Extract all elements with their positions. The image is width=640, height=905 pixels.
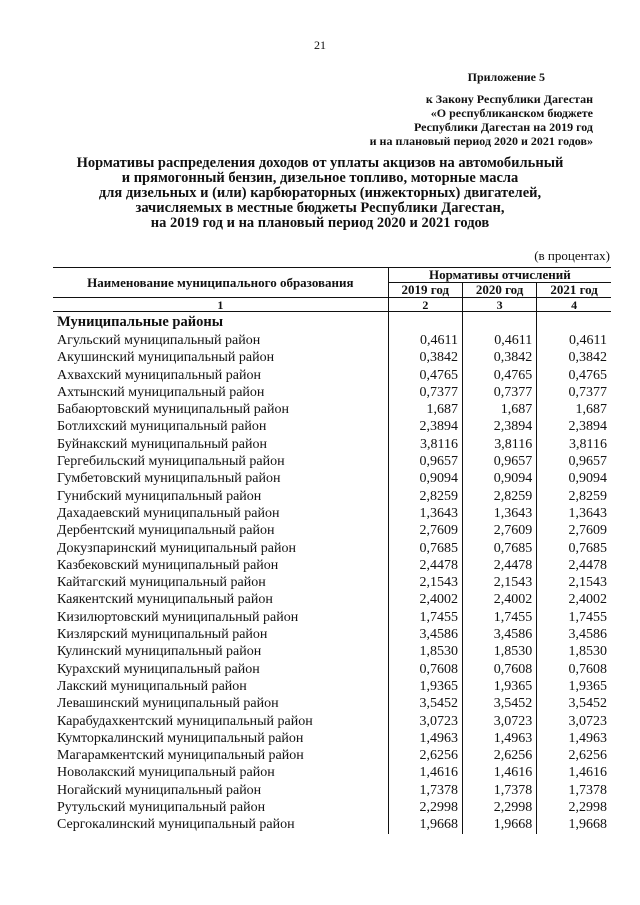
table-row (53, 401, 611, 418)
column-header-group: Нормативы отчислений (388, 268, 611, 283)
district-name: Кайтагский муниципальный район (57, 575, 266, 591)
document-title (30, 156, 610, 231)
title-line: для дизельных и (или) карбюраторных (инжекторных) двигателей, (98, 185, 542, 201)
district-name: Кумторкалинский муниципальный район (57, 730, 304, 746)
value-2020: 1,7378 (462, 782, 536, 799)
column-header-name: Наименование муниципального образования (53, 268, 388, 298)
table-row (53, 470, 611, 487)
value-2021: 3,5452 (537, 695, 611, 712)
table-row (53, 522, 611, 539)
value-2019: 1,9365 (388, 678, 462, 695)
district-name: Лакский муниципальный район (57, 678, 247, 694)
value-2021: 2,4002 (537, 591, 611, 608)
value-2019: 2,2998 (388, 799, 462, 816)
table-row (53, 643, 611, 660)
value-2021: 1,687 (537, 401, 611, 418)
appendix-line: к Закону Республики Дагестан (425, 92, 593, 106)
value-2020: 1,9668 (462, 816, 536, 833)
value-2020: 0,7685 (462, 540, 536, 557)
district-name: Каякентский муниципальный район (57, 592, 273, 608)
district-name: Гумбетовский муниципальный район (57, 471, 281, 487)
value-2021: 0,7608 (537, 661, 611, 678)
value-2020: 0,4611 (462, 332, 536, 349)
value-2021: 1,3643 (537, 505, 611, 522)
value-2021: 1,4616 (537, 764, 611, 781)
column-numbers-row (53, 298, 611, 312)
value-2021: 3,4586 (537, 626, 611, 643)
table-row (53, 626, 611, 643)
district-name: Агульский муниципальный район (57, 333, 261, 348)
value-2019: 0,7377 (388, 384, 462, 401)
section-row (53, 312, 611, 333)
value-2020: 2,1543 (462, 574, 536, 591)
value-2020: 0,7377 (462, 384, 536, 401)
table-row (53, 574, 611, 591)
district-name: Магарамкентский муниципальный район (57, 748, 304, 764)
value-2020: 0,9657 (462, 453, 536, 470)
value-2019: 1,7378 (388, 782, 462, 799)
value-2020: 2,6256 (462, 747, 536, 764)
column-number: 2 (388, 298, 462, 312)
column-number: 1 (53, 298, 388, 312)
table-row (53, 661, 611, 678)
district-name: Ахвахский муниципальный район (57, 367, 261, 383)
norms-table (53, 267, 611, 834)
value-2019: 0,4765 (388, 367, 462, 384)
section-spacer (537, 312, 611, 333)
table-row (53, 349, 611, 366)
district-name: Кизилюртовский муниципальный район (57, 609, 299, 625)
section-spacer (388, 312, 462, 333)
value-2020: 0,9094 (462, 470, 536, 487)
district-name: Казбековский муниципальный район (57, 557, 279, 573)
appendix-header (370, 70, 593, 148)
value-2020: 1,9365 (462, 678, 536, 695)
value-2019: 1,8530 (388, 643, 462, 660)
value-2019: 1,4616 (388, 764, 462, 781)
value-2020: 1,3643 (462, 505, 536, 522)
value-2020: 2,7609 (462, 522, 536, 539)
value-2020: 1,4616 (462, 764, 536, 781)
value-2020: 2,8259 (462, 488, 536, 505)
value-2019: 1,4963 (388, 730, 462, 747)
district-name: Гергебильский муниципальный район (57, 454, 285, 470)
district-name: Докузпаринский муниципальный район (57, 540, 296, 556)
value-2021: 0,3842 (537, 349, 611, 366)
value-2021: 1,8530 (537, 643, 611, 660)
section-spacer (462, 312, 536, 333)
district-name: Курахский муниципальный район (57, 661, 260, 677)
value-2019: 1,9668 (388, 816, 462, 833)
appendix-line: Республики Дагестан на 2019 год (414, 120, 593, 134)
page-number: 21 (314, 38, 326, 52)
table-row (53, 799, 611, 816)
value-2020: 1,687 (462, 401, 536, 418)
value-2021: 0,4765 (537, 367, 611, 384)
value-2019: 0,9094 (388, 470, 462, 487)
title-line: зачисляемых в местные бюджеты Республики Дагестан, (135, 200, 505, 216)
section-title: Муниципальные районы (57, 314, 224, 330)
value-2021: 1,7455 (537, 609, 611, 626)
value-2020: 3,4586 (462, 626, 536, 643)
appendix-line: и на плановый период 2020 и 2021 годов» (369, 134, 593, 148)
table-row (53, 557, 611, 574)
table-row (53, 609, 611, 626)
table-body (53, 312, 611, 834)
district-name: Ногайский муниципальный район (57, 782, 262, 798)
value-2019: 3,0723 (388, 713, 462, 730)
table-row (53, 436, 611, 453)
value-2019: 2,1543 (388, 574, 462, 591)
column-number: 4 (537, 298, 611, 312)
value-2019: 0,7685 (388, 540, 462, 557)
value-2020: 0,3842 (462, 349, 536, 366)
value-2021: 1,4963 (537, 730, 611, 747)
value-2019: 3,5452 (388, 695, 462, 712)
district-name: Кизлярский муниципальный район (57, 627, 268, 643)
appendix-title: Приложение 5 (467, 70, 545, 84)
title-line: Нормативы распределения доходов от уплаты акцизов на автомобильный (76, 155, 564, 171)
district-name: Кулинский муниципальный район (57, 644, 262, 660)
value-2019: 2,3894 (388, 418, 462, 435)
value-2021: 1,9668 (537, 816, 611, 833)
value-2020: 1,4963 (462, 730, 536, 747)
district-name: Рутульский муниципальный район (57, 800, 266, 816)
value-2020: 0,7608 (462, 661, 536, 678)
district-name: Дербентский муниципальный район (57, 523, 275, 539)
table-row (53, 747, 611, 764)
value-2020: 3,5452 (462, 695, 536, 712)
value-2019: 0,3842 (388, 349, 462, 366)
table-row (53, 367, 611, 384)
table-row (53, 384, 611, 401)
value-2020: 0,4765 (462, 367, 536, 384)
column-header-2020: 2020 год (462, 283, 536, 298)
value-2019: 2,6256 (388, 747, 462, 764)
value-2020: 1,8530 (462, 643, 536, 660)
value-2021: 0,7377 (537, 384, 611, 401)
value-2020: 3,8116 (462, 436, 536, 453)
table-row (53, 730, 611, 747)
district-name: Гунибский муниципальный район (57, 488, 262, 504)
value-2020: 1,7455 (462, 609, 536, 626)
district-name: Левашинский муниципальный район (57, 696, 279, 712)
title-line: и прямогонный бензин, дизельное топливо, моторные масла (121, 170, 519, 186)
table-row (53, 332, 611, 349)
district-name: Ахтынский муниципальный район (57, 384, 265, 400)
value-2021: 0,7685 (537, 540, 611, 557)
table-row (53, 540, 611, 557)
header-row (53, 268, 611, 283)
table-row (53, 695, 611, 712)
table-row (53, 418, 611, 435)
value-2020: 2,2998 (462, 799, 536, 816)
table-row (53, 488, 611, 505)
value-2021: 2,6256 (537, 747, 611, 764)
value-2019: 0,9657 (388, 453, 462, 470)
value-2019: 1,687 (388, 401, 462, 418)
value-2021: 0,9094 (537, 470, 611, 487)
value-2019: 3,4586 (388, 626, 462, 643)
district-name: Буйнакский муниципальный район (57, 436, 267, 452)
value-2019: 1,3643 (388, 505, 462, 522)
title-line: на 2019 год и на плановый период 2020 и 2021 годов (150, 215, 490, 231)
value-2019: 0,7608 (388, 661, 462, 678)
value-2020: 2,4002 (462, 591, 536, 608)
table-row (53, 505, 611, 522)
column-number: 3 (462, 298, 536, 312)
column-header-2019: 2019 год (388, 283, 462, 298)
district-name: Сергокалинский муниципальный район (57, 817, 295, 833)
district-name: Карабудахкентский муниципальный район (57, 713, 313, 729)
table-row (53, 782, 611, 799)
value-2020: 2,4478 (462, 557, 536, 574)
value-2021: 0,4611 (537, 332, 611, 349)
value-2021: 2,2998 (537, 799, 611, 816)
value-2021: 2,1543 (537, 574, 611, 591)
value-2021: 1,7378 (537, 782, 611, 799)
value-2019: 2,8259 (388, 488, 462, 505)
value-2021: 3,8116 (537, 436, 611, 453)
district-name: Ботлихский муниципальный район (57, 419, 267, 435)
table-row (53, 453, 611, 470)
value-2019: 3,8116 (388, 436, 462, 453)
value-2019: 2,4478 (388, 557, 462, 574)
value-2021: 0,9657 (537, 453, 611, 470)
column-header-2021: 2021 год (537, 283, 611, 298)
value-2021: 2,8259 (537, 488, 611, 505)
district-name: Бабаюртовский муниципальный район (57, 402, 289, 418)
units-note: (в процентах) (534, 248, 610, 263)
appendix-line: «О республиканском бюджете (430, 106, 593, 120)
value-2019: 0,4611 (388, 332, 462, 349)
value-2020: 3,0723 (462, 713, 536, 730)
table-row (53, 713, 611, 730)
value-2019: 2,7609 (388, 522, 462, 539)
district-name: Дахадаевский муниципальный район (57, 505, 280, 521)
value-2021: 3,0723 (537, 713, 611, 730)
table-row (53, 764, 611, 781)
value-2021: 2,3894 (537, 418, 611, 435)
value-2020: 2,3894 (462, 418, 536, 435)
value-2019: 2,4002 (388, 591, 462, 608)
district-name: Акушинский муниципальный район (57, 350, 275, 366)
value-2021: 1,9365 (537, 678, 611, 695)
table-row (53, 591, 611, 608)
value-2021: 2,7609 (537, 522, 611, 539)
value-2019: 1,7455 (388, 609, 462, 626)
value-2021: 2,4478 (537, 557, 611, 574)
district-name: Новолакский муниципальный район (57, 765, 275, 781)
table-row (53, 816, 611, 833)
table-row (53, 678, 611, 695)
